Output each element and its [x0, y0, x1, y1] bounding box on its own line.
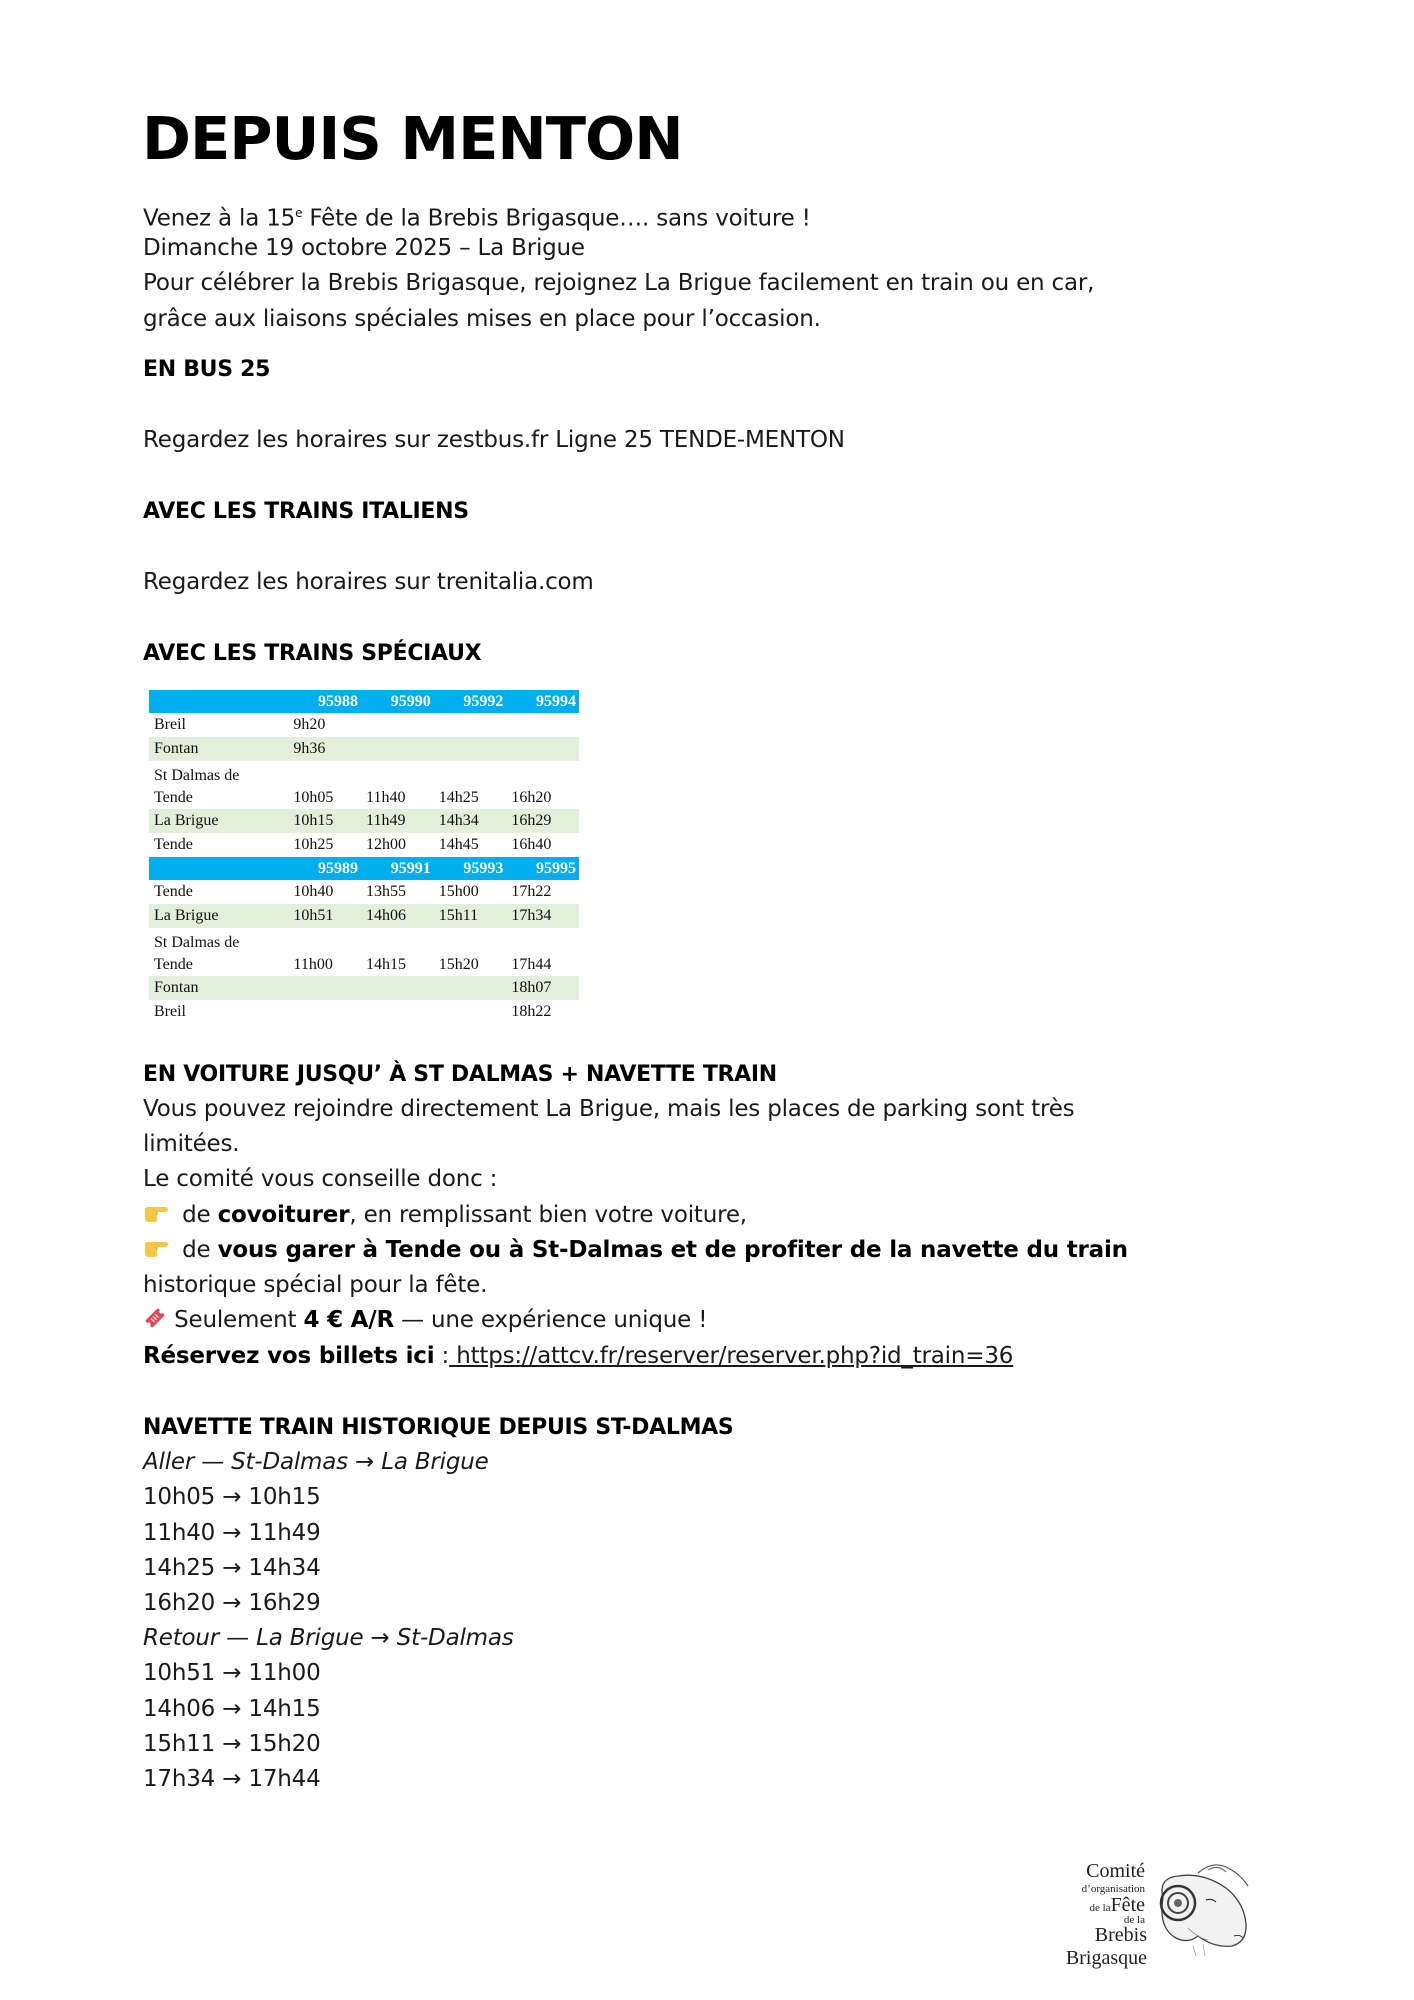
section-heading-shuttle: NAVETTE TRAIN HISTORIQUE DEPUIS ST-DALMAS [143, 1415, 734, 1440]
station-name-line: St Dalmas de [154, 767, 240, 784]
tip-emphasis: covoiturer [217, 1202, 350, 1228]
timetable-header-blank [149, 690, 288, 713]
price-text: — une expérience unique ! [394, 1307, 708, 1333]
station-name [149, 833, 288, 857]
departure-time [361, 976, 434, 1000]
tip-carpool [143, 1198, 747, 1233]
timetable-header-row [149, 857, 579, 880]
departure-time: 15h00 [438, 883, 479, 900]
station-name [149, 904, 288, 928]
section-heading-italian-trains: AVEC LES TRAINS ITALIENS [143, 499, 469, 524]
timetable-row [149, 761, 579, 809]
pointing-hand-icon [143, 1236, 169, 1260]
departure-time: 15h20 [438, 956, 479, 973]
departure-time [434, 713, 507, 737]
departure-time [288, 1000, 361, 1024]
departure-time: 18h07 [506, 976, 579, 1000]
reserve-line [143, 1339, 1013, 1374]
station-name [149, 1000, 288, 1024]
section-heading-car: EN VOITURE JUSQU’ À ST DALMAS + NAVETTE TRAIN [143, 1062, 777, 1087]
departure-time: 10h51 [288, 904, 361, 928]
ordinal-suffix: e [295, 206, 303, 220]
intro-line-3: Pour célébrer la Brebis Brigasque, rejoignez La Brigue facilement en train ou en car, [143, 270, 1095, 296]
departure-time: 14h06 [361, 904, 434, 928]
timetable-row [149, 904, 579, 928]
train-number: 95990 [361, 690, 434, 713]
departure-time: 13h55 [366, 883, 407, 900]
timetable-header-blank [149, 857, 288, 880]
departure-time [361, 1000, 434, 1024]
intro-line-4: grâce aux liaisons spéciales mises en place pour l’occasion. [143, 306, 821, 332]
departure-time [434, 976, 507, 1000]
car-text-line-2: limitées. [143, 1131, 240, 1157]
station-name [149, 928, 288, 976]
station-name [149, 713, 288, 737]
page-title: DEPUIS MENTON [142, 104, 683, 173]
tip-text: de [175, 1202, 218, 1228]
station-name-line: Tende [154, 789, 193, 806]
shuttle-retour-label: Retour — La Brigue → St-Dalmas [143, 1625, 514, 1651]
departure-time: 9h20 [293, 716, 326, 733]
departure-time: 10h05 [293, 789, 334, 806]
timetable-row [149, 976, 579, 1000]
station-name-line: Fontan [154, 740, 199, 757]
departure-time [434, 737, 507, 761]
tip-park-continued: historique spécial pour la fête. [143, 1272, 488, 1298]
shuttle-retour-time: 14h06 → 14h15 [143, 1696, 321, 1722]
price-line [143, 1303, 707, 1338]
departure-time: 10h25 [293, 836, 334, 853]
departure-time: 17h34 [506, 904, 579, 928]
station-name-line: La Brigue [154, 907, 219, 924]
station-name-line: Tende [154, 836, 193, 853]
tip-emphasis: vous garer à Tende ou à St-Dalmas et de profiter de la navette du train [217, 1237, 1128, 1263]
reserve-label: Réservez vos billets ici [143, 1343, 435, 1369]
station-name-line: Tende [154, 883, 193, 900]
departure-time: 14h15 [366, 956, 407, 973]
shuttle-aller-time: 11h40 → 11h49 [143, 1520, 321, 1546]
train-number: 95992 [434, 690, 507, 713]
departure-time [361, 737, 434, 761]
price-text: Seulement [167, 1307, 304, 1333]
train-number: 95988 [288, 690, 361, 713]
shuttle-retour-time: 15h11 → 15h20 [143, 1731, 321, 1757]
pointing-hand-icon [143, 1201, 169, 1225]
station-name-line: La Brigue [154, 812, 219, 829]
departure-time: 11h40 [366, 789, 406, 806]
timetable-row [149, 880, 579, 904]
timetable-row [149, 1000, 579, 1024]
departure-time: 12h00 [366, 836, 407, 853]
timetable-row [149, 737, 579, 761]
station-name [149, 880, 288, 904]
shuttle-aller-time: 10h05 → 10h15 [143, 1484, 321, 1510]
station-name-line: St Dalmas de [154, 934, 240, 951]
tip-park [143, 1233, 1128, 1268]
station-name [149, 761, 288, 809]
reserve-link[interactable]: https://attcv.fr/reserver/reserver.php?id_train=36 [449, 1343, 1014, 1369]
shuttle-retour-time: 10h51 → 11h00 [143, 1660, 321, 1686]
price-amount: 4 € A/R [303, 1307, 394, 1333]
bus-info: Regardez les horaires sur zestbus.fr Ligne 25 TENDE-MENTON [143, 427, 845, 453]
train-number: 95993 [434, 857, 507, 880]
timetable-header-row [149, 690, 579, 713]
timetable-row [149, 928, 579, 976]
departure-time [506, 713, 579, 737]
logo-text: de la [1123, 1914, 1145, 1926]
shuttle-aller-label: Aller — St-Dalmas → La Brigue [143, 1449, 489, 1475]
train-number: 95991 [361, 857, 434, 880]
departure-time: 14h25 [438, 789, 479, 806]
departure-time: 10h40 [293, 883, 334, 900]
departure-time: 11h49 [361, 809, 434, 833]
section-heading-special-trains: AVEC LES TRAINS SPÉCIAUX [143, 641, 482, 666]
departure-time: 9h36 [288, 737, 361, 761]
train-number: 95989 [288, 857, 361, 880]
departure-time: 14h34 [434, 809, 507, 833]
italian-trains-info: Regardez les horaires sur trenitalia.com [143, 569, 594, 595]
departure-time [288, 976, 361, 1000]
departure-time: 16h29 [506, 809, 579, 833]
intro-text: Venez à la 15 [143, 205, 296, 232]
intro-line-2: Dimanche 19 octobre 2025 – La Brigue [143, 235, 585, 261]
committee-logo [1010, 1856, 1260, 1969]
departure-time: 11h00 [293, 956, 333, 973]
timetable-row [149, 809, 579, 833]
departure-time: 16h40 [511, 836, 552, 853]
tip-text: , en remplissant bien votre voiture, [349, 1202, 747, 1228]
logo-text: d’organisation [1081, 1883, 1145, 1895]
car-text-line-3: Le comité vous conseille donc : [143, 1166, 498, 1192]
departure-time: 17h44 [511, 956, 552, 973]
departure-time: 15h11 [434, 904, 507, 928]
departure-time: 16h20 [511, 789, 552, 806]
shuttle-retour-time: 17h34 → 17h44 [143, 1766, 321, 1792]
departure-time: 17h22 [511, 883, 552, 900]
reserve-separator: : [434, 1343, 450, 1369]
departure-time: 18h22 [511, 1003, 552, 1020]
timetable-row [149, 833, 579, 857]
shuttle-aller-time: 14h25 → 14h34 [143, 1555, 321, 1581]
departure-time [506, 737, 579, 761]
station-name [149, 976, 288, 1000]
intro-text: Fête de la Brebis Brigasque…. sans voiture ! [302, 205, 811, 232]
station-name-line: Breil [154, 716, 186, 733]
train-number: 95994 [506, 690, 579, 713]
timetable-row [149, 713, 579, 737]
station-name-line: Fontan [154, 979, 199, 996]
car-text-line-1: Vous pouvez rejoindre directement La Brigue, mais les places de parking sont très [143, 1096, 1075, 1122]
shuttle-aller-time: 16h20 → 16h29 [143, 1590, 321, 1616]
departure-time [361, 713, 434, 737]
tip-text: de [175, 1237, 218, 1263]
station-name-line: Breil [154, 1003, 186, 1020]
train-number: 95995 [506, 857, 579, 880]
sheep-illustration-icon [1148, 1858, 1260, 1958]
station-name-line: Tende [154, 956, 193, 973]
station-name [149, 737, 288, 761]
special-trains-timetable [149, 690, 579, 1024]
ticket-icon [143, 1306, 167, 1330]
departure-time: 14h45 [438, 836, 479, 853]
logo-text-large: Fête [1110, 1894, 1145, 1916]
logo-text: Brebis Brigasque [1065, 1924, 1147, 1969]
section-heading-bus: EN BUS 25 [143, 357, 271, 382]
logo-text-small: de la [1089, 1902, 1111, 1914]
departure-time: 10h15 [288, 809, 361, 833]
station-name [149, 809, 288, 833]
logo-text: Comité [1086, 1860, 1145, 1882]
departure-time [434, 1000, 507, 1024]
